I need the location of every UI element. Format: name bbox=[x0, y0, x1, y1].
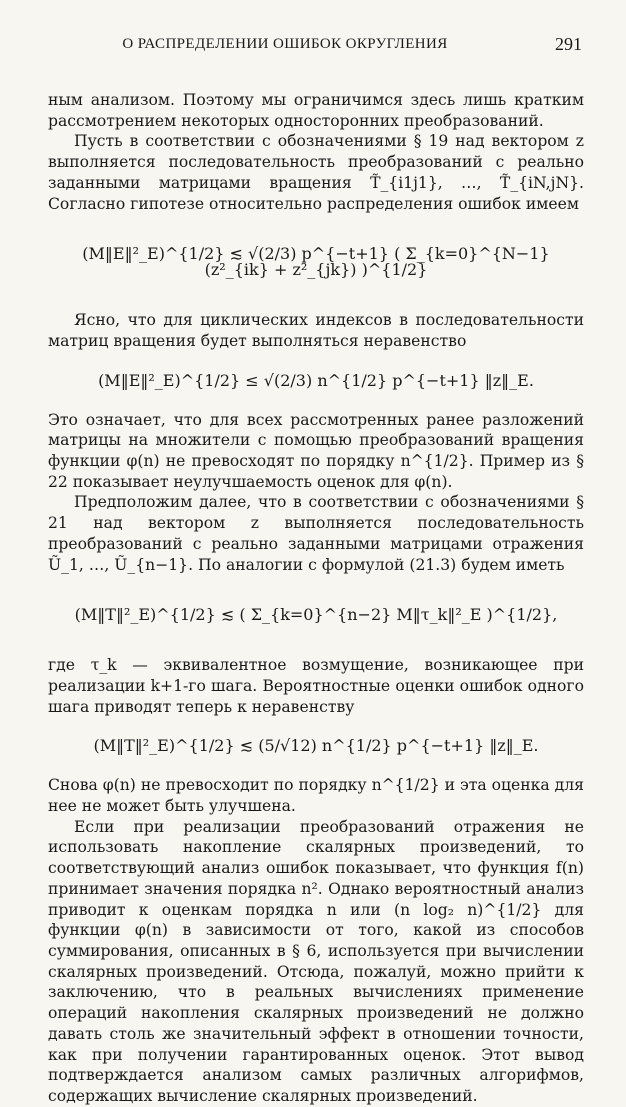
paragraph-5: Предположим далее, что в соответствии с обозначениями § 21 над вектором z выполняется последовательность преобразований с реально заданными матрицами отражения Ũ_1, …, Ũ_{n−1}. По аналогии с формулой (21.3) будем иметь bbox=[48, 493, 584, 574]
formula-2 bbox=[48, 352, 584, 410]
formula-3-text: (M‖T‖²_E)^{1/2} ≲ ( Σ_{k=0}^{n−2} M‖τ_k‖²_E )^{1/2}, bbox=[74, 605, 558, 625]
page-header bbox=[48, 36, 582, 60]
formula-4 bbox=[48, 717, 584, 775]
page-number: 291 bbox=[555, 34, 582, 54]
formula-1-text: (M‖E‖²_E)^{1/2} ≲ √(2/3) p^{−t+1} ( Σ_{k=0}^{N−1} (z²_{ik} + z²_{jk}) )^{1/2} bbox=[82, 244, 550, 280]
paragraph-6: где τ_k — эквивалентное возмущение, возникающее при реализации k+1-го шага. Вероятностные оценки ошибок одного шага приводят теперь к неравенству bbox=[48, 656, 584, 716]
formula-2-text: (M‖E‖²_E)^{1/2} ≤ √(2/3) n^{1/2} p^{−t+1} ‖z‖_E. bbox=[98, 370, 534, 390]
formula-4-text: (M‖T‖²_E)^{1/2} ≲ (5/√12) n^{1/2} p^{−t+1} ‖z‖_E. bbox=[93, 736, 539, 756]
formula-3 bbox=[48, 575, 584, 655]
paragraph-4: Это означает, что для всех рассмотренных ранее разложений матрицы на множители с помощью преобразований вращения функции φ(n) не превосходят по порядку n^{1/2}. Пример из § 22 показывает неулучшаемость оценок для φ(n). bbox=[48, 410, 584, 491]
paragraph-2: Пусть в соответствии с обозначениями § 19 над вектором z выполняется последовательность преобразований с реально заданными матрицами вращения T̃_{i1j1}, …, T̃_{iN,jN}. Согласно гипотезе относительно распределения ошибок имеем bbox=[48, 132, 584, 213]
paragraph-3: Ясно, что для циклических индексов в последовательности матриц вращения будет выполняться неравенство bbox=[48, 311, 584, 350]
running-head: О РАСПРЕДЕЛЕНИИ ОШИБОК ОКРУГЛЕНИЯ bbox=[122, 36, 448, 52]
page-body bbox=[48, 90, 584, 1107]
paragraph-7: Снова φ(n) не превосходит по порядку n^{1/2} и эта оценка для нее не может быть улучшена. bbox=[48, 776, 584, 816]
paragraph-1: ным анализом. Поэтому мы ограничимся здесь лишь кратким рассмотрением некоторых односторонних преобразований. bbox=[48, 91, 584, 130]
paragraph-8: Если при реализации преобразований отражения не использовать накопление скалярных произведений, то соответствующий анализ ошибок показывает, что функция f(n) принимает значения порядка n². Однако вероятностный анализ приводит к оценкам порядка n или (n log₂ n)^{1/2} для функции φ(n) в зависимости от того, какой из способов суммирования, описанных в § 6, используется при вычислении скалярных произведений. Отсюда, пожалуй, можно прийти к заключению, что в реальных вычислениях применение операций накопления скалярных произведений не должно давать столь же значительный эффект в отношении точности, как при получении гарантированных оценок. Этот вывод подтверждается анализом самых различных алгорифмов, содержащих вычисление скалярных произведений. bbox=[48, 817, 584, 1105]
formula-1 bbox=[48, 214, 584, 310]
